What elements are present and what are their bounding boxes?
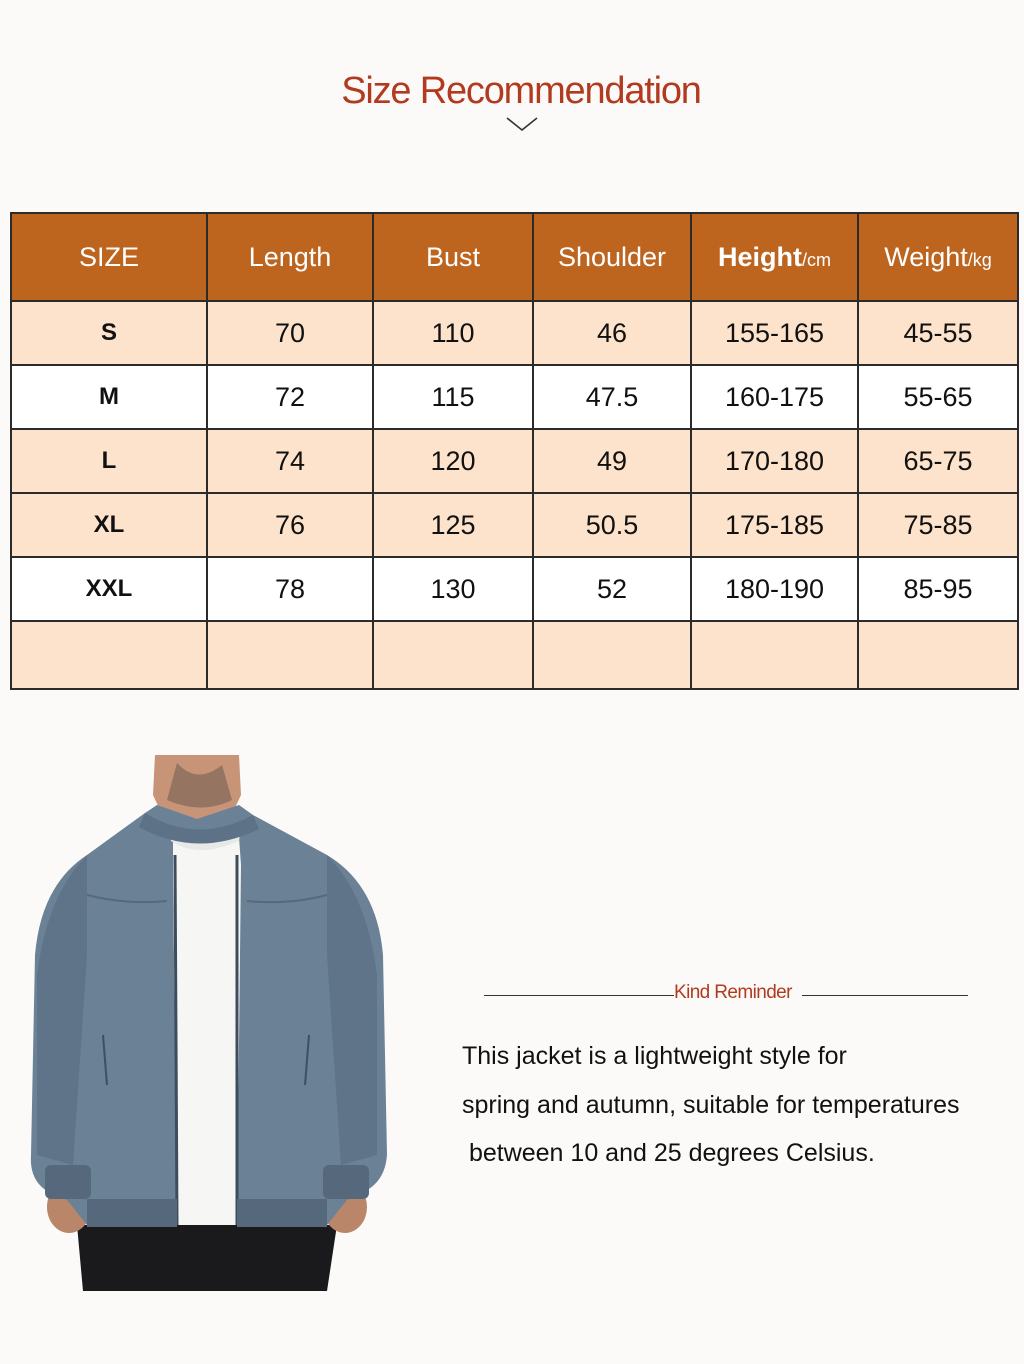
header-shoulder: Shoulder [533, 213, 691, 301]
cell-length: 70 [207, 301, 373, 365]
kind-reminder-divider [484, 980, 968, 1010]
cell-weight: 65-75 [858, 429, 1018, 493]
divider-line-left [484, 995, 674, 996]
cell-height: 170-180 [691, 429, 858, 493]
table-header-row [11, 213, 1018, 301]
model-wearing-jacket-photo [27, 755, 387, 1291]
cell-size: L [11, 429, 207, 493]
reminder-line: between 10 and 25 degrees Celsius. [462, 1139, 875, 1167]
table-row [11, 557, 1018, 621]
cell-bust: 110 [373, 301, 533, 365]
header-bust: Bust [373, 213, 533, 301]
cell-bust: 120 [373, 429, 533, 493]
cell-length: 78 [207, 557, 373, 621]
table-row [11, 429, 1018, 493]
divider-line-right [802, 995, 968, 996]
header-height: Height/cm [691, 213, 858, 301]
cell-bust: 115 [373, 365, 533, 429]
cell-height: 155-165 [691, 301, 858, 365]
cell-length: 76 [207, 493, 373, 557]
cell-shoulder: 52 [533, 557, 691, 621]
table-row-empty [11, 621, 1018, 689]
header-weight: Weight/kg [858, 213, 1018, 301]
reminder-text [462, 1032, 1022, 1178]
header-size: SIZE [11, 213, 207, 301]
cell-shoulder: 46 [533, 301, 691, 365]
cell-empty [11, 621, 207, 689]
cell-size: S [11, 301, 207, 365]
cell-empty [858, 621, 1018, 689]
header-length: Length [207, 213, 373, 301]
chevron-down-icon [505, 114, 539, 134]
cell-size: XXL [11, 557, 207, 621]
cell-length: 72 [207, 365, 373, 429]
table-row [11, 493, 1018, 557]
page-title: Size Recommendation [341, 70, 701, 112]
cell-size: XL [11, 493, 207, 557]
cell-shoulder: 47.5 [533, 365, 691, 429]
cell-size: M [11, 365, 207, 429]
cell-length: 74 [207, 429, 373, 493]
cell-empty [373, 621, 533, 689]
cell-empty [691, 621, 858, 689]
size-chart-table [10, 212, 1019, 690]
cell-height: 175-185 [691, 493, 858, 557]
reminder-line: spring and autumn, suitable for temperatures [462, 1090, 960, 1119]
cell-weight: 45-55 [858, 301, 1018, 365]
table-row [11, 301, 1018, 365]
cell-height: 180-190 [691, 557, 858, 621]
reminder-line: This jacket is a lightweight style for [462, 1042, 847, 1070]
cell-bust: 125 [373, 493, 533, 557]
cell-weight: 75-85 [858, 493, 1018, 557]
cell-weight: 55-65 [858, 365, 1018, 429]
cell-empty [207, 621, 373, 689]
table-row [11, 365, 1018, 429]
cell-empty [533, 621, 691, 689]
kind-reminder-label: Kind Reminder [674, 982, 792, 1003]
cell-bust: 130 [373, 557, 533, 621]
cell-height: 160-175 [691, 365, 858, 429]
cell-shoulder: 50.5 [533, 493, 691, 557]
cell-weight: 85-95 [858, 557, 1018, 621]
cell-shoulder: 49 [533, 429, 691, 493]
